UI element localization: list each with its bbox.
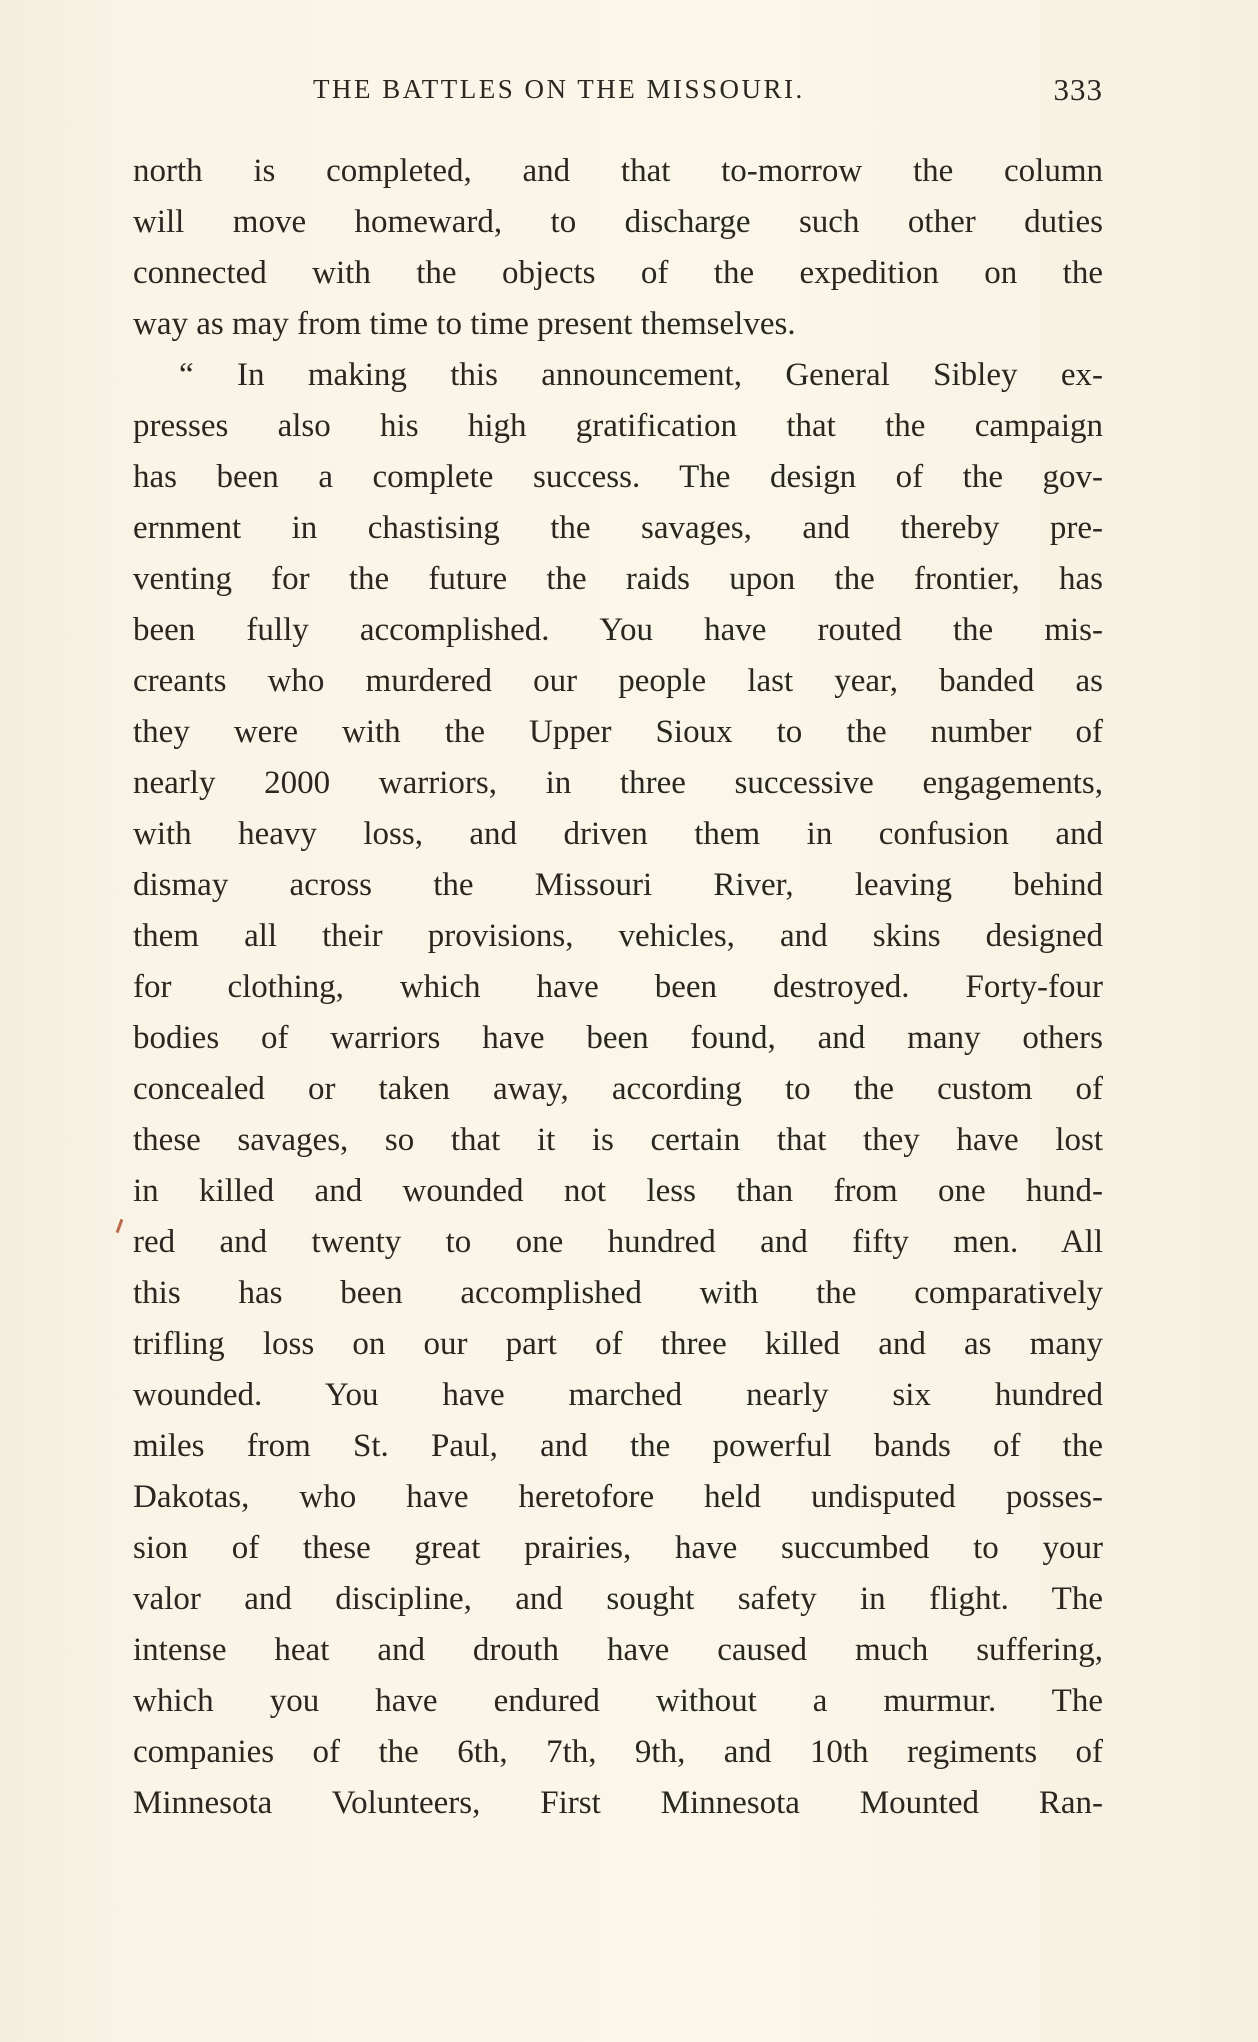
text-line: trifling loss on our part of three killed and as many	[133, 1326, 1103, 1362]
text-line: miles from St. Paul, and the powerful bands of the	[133, 1428, 1103, 1464]
running-title: THE BATTLES ON THE MISSOURI.	[313, 74, 805, 104]
running-head	[133, 74, 1103, 114]
text-line: intense heat and drouth have caused much suffering,	[133, 1632, 1103, 1668]
text-line: connected with the objects of the expedition on the	[133, 255, 1103, 291]
text-line: in killed and wounded not less than from one hund-	[133, 1173, 1103, 1209]
text-line: nearly 2000 warriors, in three successive engagements,	[133, 765, 1103, 801]
text-line: which you have endured without a murmur. The	[133, 1683, 1103, 1719]
margin-pencil-mark	[116, 1219, 124, 1233]
text-line: with heavy loss, and driven them in confusion and	[133, 816, 1103, 852]
text-line: sion of these great prairies, have succumbed to your	[133, 1530, 1103, 1566]
text-line: venting for the future the raids upon the frontier, has	[133, 561, 1103, 597]
text-line: has been a complete success. The design of the gov-	[133, 459, 1103, 495]
body-text	[133, 146, 1103, 1829]
text-line: way as may from time to time present themselves.	[133, 306, 796, 342]
text-line: for clothing, which have been destroyed. Forty-four	[133, 969, 1103, 1005]
page-number: 333	[1053, 72, 1103, 107]
text-line: creants who murdered our people last year, banded as	[133, 663, 1103, 699]
text-line: been fully accomplished. You have routed the mis-	[133, 612, 1103, 648]
text-line: this has been accomplished with the comparatively	[133, 1275, 1103, 1311]
text-line: they were with the Upper Sioux to the number of	[133, 714, 1103, 750]
text-line: presses also his high gratification that the campaign	[133, 408, 1103, 444]
text-line: valor and discipline, and sought safety in flight. The	[133, 1581, 1103, 1617]
text-line: dismay across the Missouri River, leaving behind	[133, 867, 1103, 903]
text-line: ernment in chastising the savages, and thereby pre-	[133, 510, 1103, 546]
text-line: red and twenty to one hundred and fifty men. All	[133, 1224, 1103, 1260]
text-line: Dakotas, who have heretofore held undisputed posses-	[133, 1479, 1103, 1515]
text-line: wounded. You have marched nearly six hundred	[133, 1377, 1103, 1413]
text-line: north is completed, and that to-morrow the column	[133, 153, 1103, 189]
text-line: Minnesota Volunteers, First Minnesota Mounted Ran-	[133, 1785, 1103, 1821]
text-line: them all their provisions, vehicles, and skins designed	[133, 918, 1103, 954]
text-line: will move homeward, to discharge such other duties	[133, 204, 1103, 240]
text-line: these savages, so that it is certain that they have lost	[133, 1122, 1103, 1158]
text-line: companies of the 6th, 7th, 9th, and 10th regiments of	[133, 1734, 1103, 1770]
text-line: bodies of warriors have been found, and many others	[133, 1020, 1103, 1056]
text-line: concealed or taken away, according to the custom of	[133, 1071, 1103, 1107]
text-line: “ In making this announcement, General Sibley ex-	[179, 357, 1103, 393]
